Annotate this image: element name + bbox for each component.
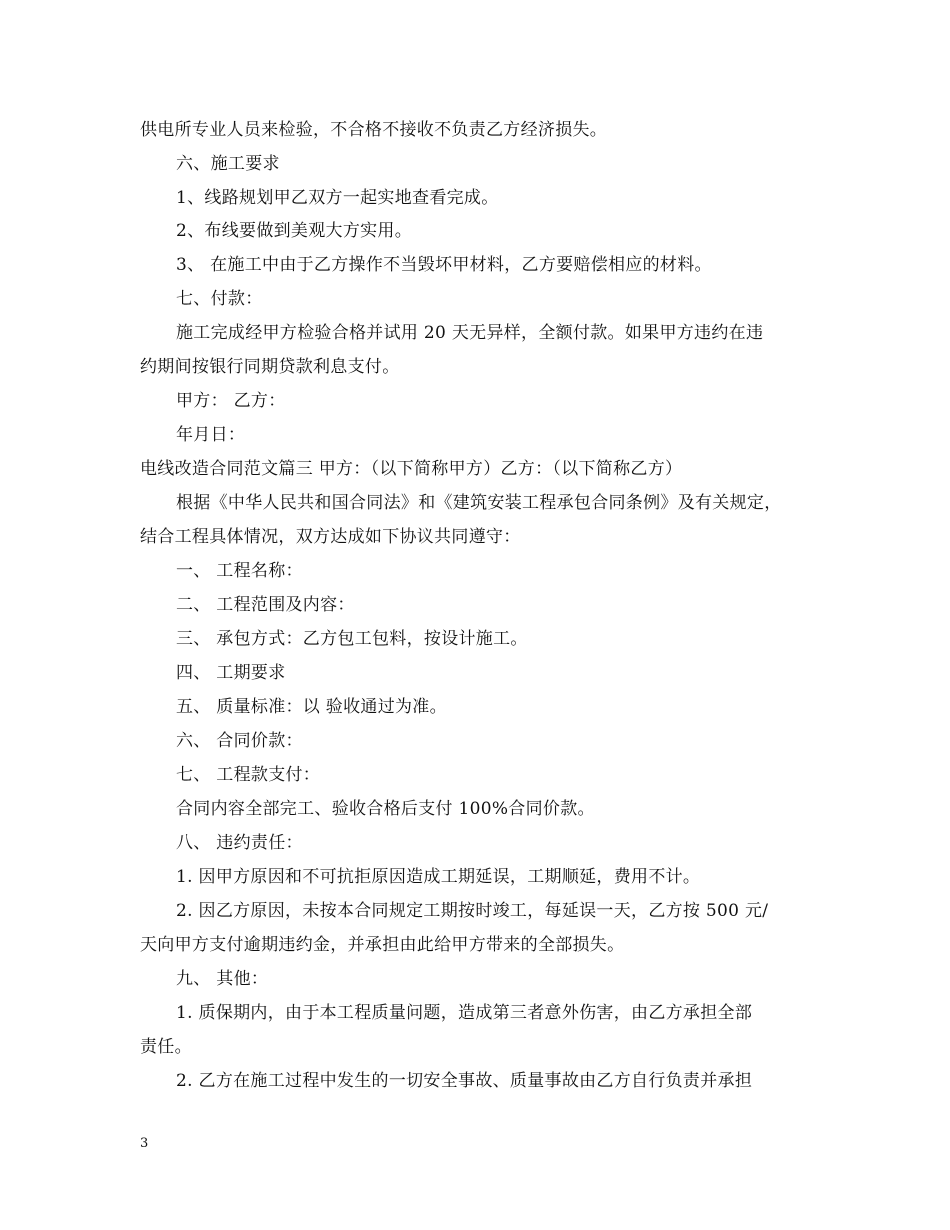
text-line: 供电所专业人员来检验，不合格不接收不负责乙方经济损失。 [140,120,608,140]
text-line: 1. 质保期内，由于本工程质量问题，造成第三者意外伤害，由乙方承担全部 [176,1003,753,1023]
clause-line: 一、 工程名称： [176,561,303,581]
text-line: 施工完成经甲方检验合格并试用 20 天无异样，全额付款。如果甲方违约在违 [176,323,764,343]
signature-line: 甲方： 乙方： [176,391,286,411]
text-line: 根据《中华人民共和国合同法》和《建筑安装工程承包合同条例》及有关规定， [176,493,782,513]
clause-line: 四、 工期要求 [176,663,286,683]
text-line: 约期间按银行同期贷款利息支付。 [140,357,400,377]
contract-title-line: 电线改造合同范文篇三 甲方：（以下简称甲方）乙方：（以下简称乙方） [140,459,683,479]
text-line: 结合工程具体情况，双方达成如下协议共同遵守： [140,527,521,547]
clause-line: 九、 其他： [176,969,269,989]
text-line: 合同内容全部完工、验收合格后支付 100%合同价款。 [176,799,595,819]
text-line: 天向甲方支付逾期违约金，并承担由此给甲方带来的全部损失。 [140,935,625,955]
clause-line: 三、 承包方式：乙方包工包料，按设计施工。 [176,629,528,649]
text-line: 2. 乙方在施工过程中发生的一切安全事故、质量事故由乙方自行负责并承担 [176,1071,753,1091]
clause-line: 八、 违约责任： [176,833,303,853]
text-line: 1、线路规划甲乙双方一起实地查看完成。 [176,188,499,208]
text-line: 责任。 [140,1037,192,1057]
section-heading: 七、付款： [176,289,263,309]
page-number: 3 [140,1136,149,1151]
clause-line: 二、 工程范围及内容： [176,595,355,615]
clause-line: 七、 工程款支付： [176,765,321,785]
section-heading: 六、施工要求 [176,154,280,174]
date-line: 年月日： [176,425,246,445]
text-line: 3、 在施工中由于乙方操作不当毁坏甲材料，乙方要赔偿相应的材料。 [176,255,712,275]
clause-line: 五、 质量标准：以 验收通过为准。 [176,697,447,717]
text-line: 2. 因乙方原因，未按本合同规定工期按时竣工，每延误一天，乙方按 500 元/ [176,901,769,921]
text-line: 2、布线要做到美观大方实用。 [176,221,413,241]
text-line: 1. 因甲方原因和不可抗拒原因造成工期延误，工期顺延，费用不计。 [176,867,701,887]
clause-line: 六、 合同价款： [176,731,303,751]
